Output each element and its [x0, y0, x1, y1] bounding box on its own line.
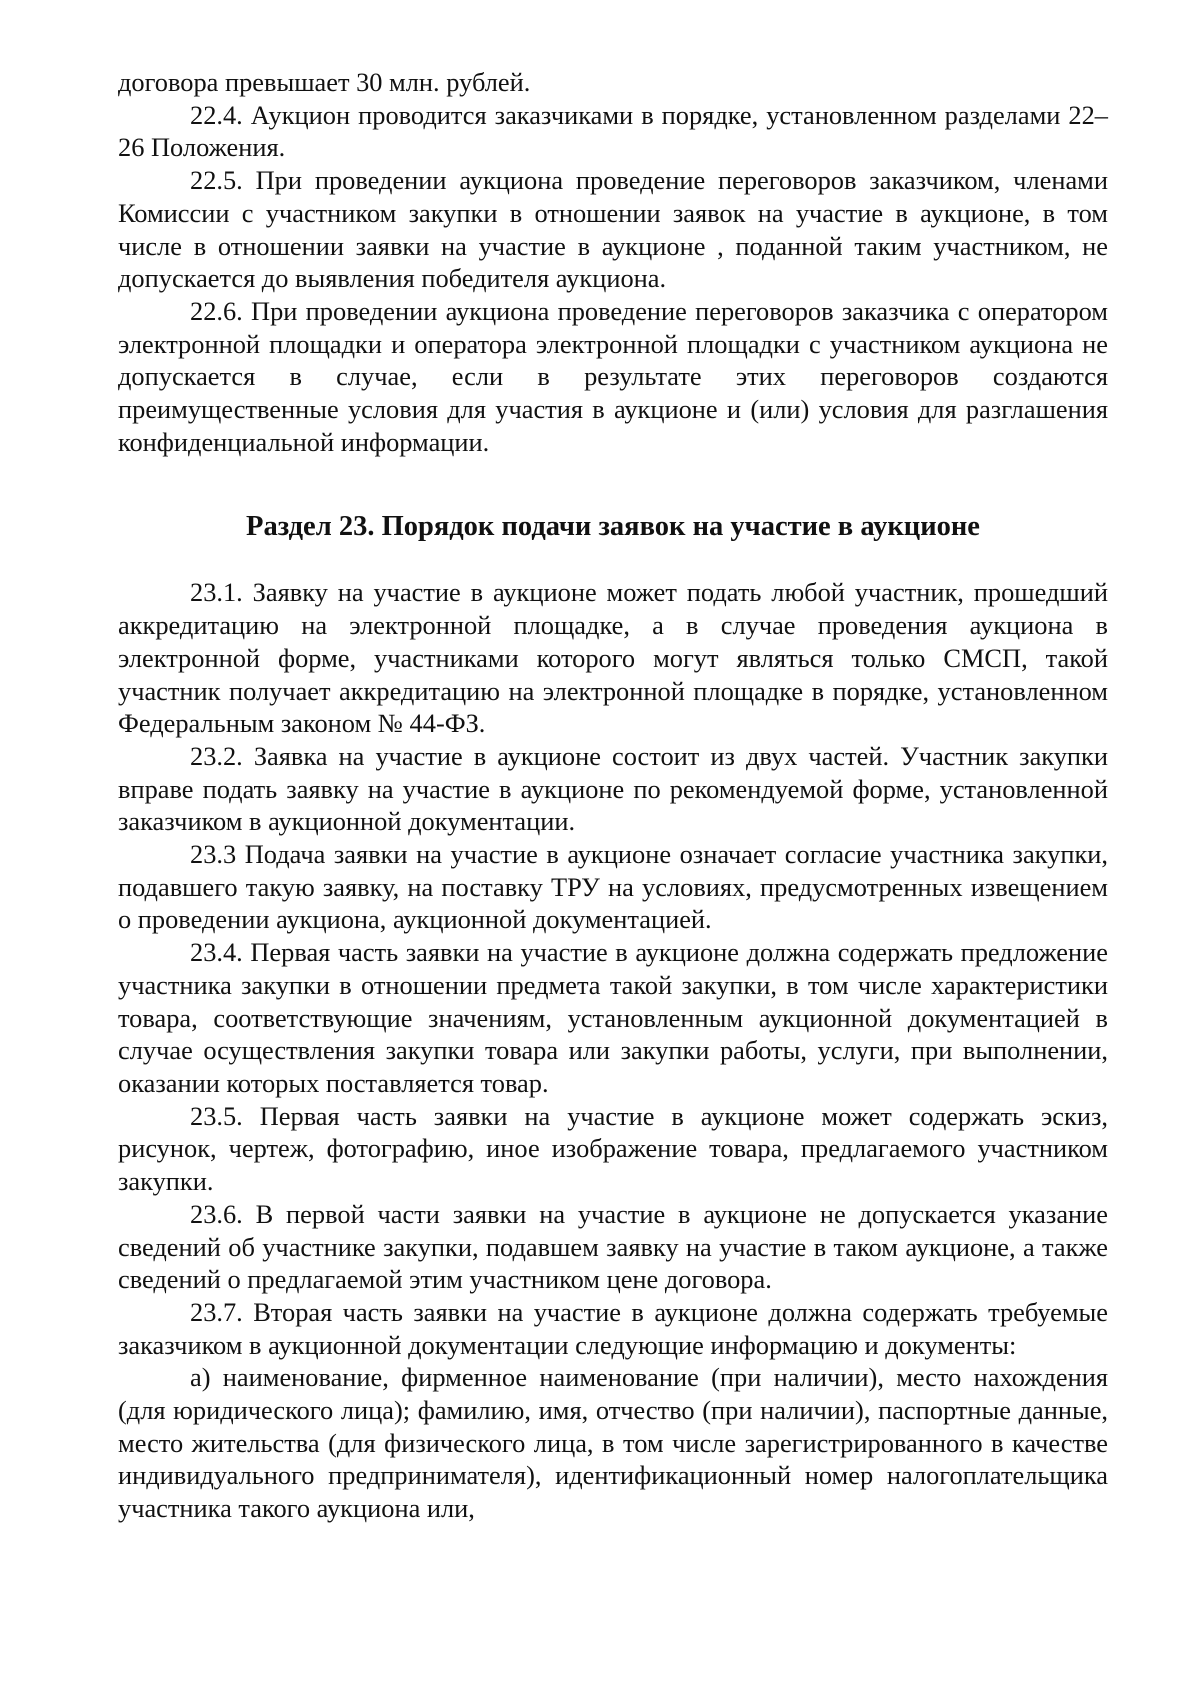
carryover-text: договора превышает 30 млн. рублей. — [118, 67, 531, 97]
paragraph-22-6: 22.6. При проведении аукциона проведение переговоров заказчика с оператором электронной площадки и оператора электронной площадки с участником аукциона не допускается в случае, если в результате этих переговоров создаются преимущественные условия для участия в аукционе и (или) условия для разглашения конфиденциальной информации. — [118, 295, 1108, 457]
section-heading: Раздел 23. Порядок подачи заявок на участие в аукционе — [246, 511, 980, 543]
list-item-a: а) наименование, фирменное наименование (при наличии), место нахождения (для юридического лица); фамилию, имя, отчество (при наличии), паспортные данные, место жительства (для физического лица, в том числе зарегистрированного в качестве индивидуального предпринимателя), идентификационный номер налогоплательщика участника такого аукциона или, — [118, 1362, 1108, 1524]
paragraph-23-6: 23.6. В первой части заявки на участие в аукционе не допускается указание сведений об участнике закупки, подавшем заявку на участие в таком аукционе, а также сведений о предлагаемой этим участником цене договора. — [118, 1198, 1108, 1295]
paragraph-23-4: 23.4. Первая часть заявки на участие в аукционе должна содержать предложение участника закупки в отношении предмета такой закупки, в том числе характеристики товара, соответствующие значениям, установленным аукционной документацией в случае осуществления закупки товара или закупки работы, услуги, при выполнении, оказании которых поставляется товар. — [118, 937, 1108, 1098]
paragraph-23-5: 23.5. Первая часть заявки на участие в аукционе может содержать эскиз, рисунок, чертеж, фотографию, иное изображение товара, предлагаемого участником закупки. — [118, 1100, 1108, 1197]
paragraph-23-2: 23.2. Заявка на участие в аукционе состоит из двух частей. Участник закупки вправе подать заявку на участие в аукционе по рекомендуемой форме, установленной заказчиком в аукционной документации. — [118, 740, 1108, 837]
paragraph-23-3: 23.3 Подача заявки на участие в аукционе означает согласие участника закупки, подавшего такую заявку, на поставку ТРУ на условиях, предусмотренных извещением о проведении аукциона, аукционной документацией. — [118, 839, 1108, 935]
paragraph-23-1: 23.1. Заявку на участие в аукционе может подать любой участник, прошедший аккредитацию на электронной площадке, а в случае проведения аукциона в электронной форме, участниками которого могут являться только СМСП, такой участник получает аккредитацию на электронной площадке в порядке, установленном Федеральным законом № 44-ФЗ. — [118, 577, 1108, 739]
paragraph-22-4: 22.4. Аукцион проводится заказчиками в порядке, установленном разделами 22–26 Положения. — [118, 99, 1108, 163]
paragraph-23-7: 23.7. Вторая часть заявки на участие в аукционе должна содержать требуемые заказчиком в аукционной документации следующие информацию и документы: — [118, 1296, 1108, 1360]
document-page — [118, 66, 1108, 1525]
paragraph-22-5: 22.5. При проведении аукциона проведение переговоров заказчиком, членами Комиссии с участником закупки в отношении заявок на участие в аукционе, в том числе в отношении заявки на участие в аукционе , поданной таким участником, не допускается до выявления победителя аукциона. — [118, 165, 1108, 294]
